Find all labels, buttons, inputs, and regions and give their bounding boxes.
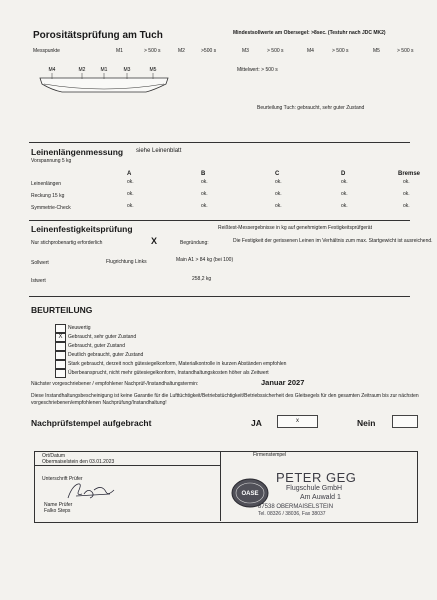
stamp-company: PETER GEG xyxy=(276,470,357,485)
sollwert-value: Main A1 > 84 kg (bei 100) xyxy=(176,257,234,263)
diagram-label-m4: M4 xyxy=(48,67,56,73)
section-divider xyxy=(29,142,410,143)
stamp-sub: Flugschule GmbH xyxy=(286,485,343,492)
canopy-diagram xyxy=(36,62,176,102)
row-label-reckung: Reckung 15 kg xyxy=(31,193,65,199)
section-divider xyxy=(29,296,410,297)
cell-leinenlaengen-a: ok. xyxy=(127,179,134,185)
col-c-header: C xyxy=(275,171,280,177)
assessment-checkbox-gut[interactable] xyxy=(55,342,66,351)
name-pruefer-label: Name Prüfer xyxy=(44,502,73,508)
sollwert-label: Sollwert xyxy=(31,260,49,266)
ort-datum-label: Ort/Datum xyxy=(42,453,66,459)
cell-reckung-c: ok. xyxy=(275,191,282,197)
next-date-value: Januar 2027 xyxy=(261,378,305,387)
cell-reckung-bremse: ok. xyxy=(403,191,410,197)
measure-value-m4: > 500 s xyxy=(332,48,349,54)
measure-label-m1: M1 xyxy=(116,48,123,54)
col-b-header: B xyxy=(201,171,206,177)
stamp-street: Am Auwald 1 xyxy=(300,494,341,501)
reissmesser-note: Reißtest-Messergebnisse in kg auf genehmigtem Festigkeitsprüfgerät xyxy=(218,225,372,231)
cell-symmetrie-b: ok. xyxy=(201,203,208,209)
measure-label-m5: M5 xyxy=(373,48,380,54)
nein-checkbox[interactable] xyxy=(392,415,418,428)
cell-symmetrie-a: ok. xyxy=(127,203,134,209)
cell-reckung-a: ok. xyxy=(127,191,134,197)
diagram-label-m5: M5 xyxy=(149,67,157,73)
cell-leinenlaengen-bremse: ok. xyxy=(403,179,410,185)
diagram-label-m1: M1 xyxy=(100,67,108,73)
assessment-option-neuwertig: Neuwertig xyxy=(68,325,91,331)
assessment-checkbox-ueberbeansprucht[interactable] xyxy=(55,369,66,378)
col-a-header: A xyxy=(127,171,132,177)
messpunkte-label: Messpunkte xyxy=(33,48,60,54)
stempel-label: Nachprüfstempel aufgebracht xyxy=(31,418,152,428)
col-bremse-header: Bremse xyxy=(398,171,421,177)
assessment-option-sehr-gut: Gebraucht, sehr guter Zustand xyxy=(68,334,137,340)
unterschrift-label: Unterschrift Prüfer xyxy=(42,476,83,482)
leinenlaenge-title-suffix: siehe Leinenblatt xyxy=(136,148,182,154)
measure-value-m5: > 500 s xyxy=(397,48,414,54)
begruendung-label: Begründung: xyxy=(180,240,209,246)
vorspannung: Vorspannung 5 kg xyxy=(31,158,72,164)
ja-checkbox[interactable]: x xyxy=(277,415,318,428)
stamp-tel: Tel. 08326 / 38036, Fax 38037 xyxy=(258,511,326,517)
cell-symmetrie-bremse: ok. xyxy=(403,203,410,209)
assessment-option-stark: Stark gebraucht, derzeit noch gütesiegelkonform, Materialkontrolle in kurzen Abständen empfohlen xyxy=(68,361,287,367)
beurteilung-title: BEURTEILUNG xyxy=(31,305,93,315)
section-divider xyxy=(29,220,410,221)
assessment-checkbox-sehr-gut[interactable]: X xyxy=(55,333,66,342)
disclaimer: Diese Instandhaltungsbescheinigung ist keine Garantie für die Lufttüchtigkeit/Betriebstüchtigkeit/Betriebssicherheit des Gleitsegels für den gesamten Zeitraum bis zur nächsten vorgeschriebenen/empfohlenen Nachprüfung/Instandhaltung! xyxy=(31,393,419,406)
stamp-city: 87538 OBERMAISELSTEIN xyxy=(258,504,334,510)
name-pruefer-value: Falko Steps xyxy=(44,508,71,514)
assessment-checkbox-stark[interactable] xyxy=(55,360,66,369)
nein-label: Nein xyxy=(357,418,376,428)
diagram-label-m2: M2 xyxy=(78,67,86,73)
cell-symmetrie-d: ok. xyxy=(341,203,348,209)
begruendung-text: Die Festigkeit der gerissenen Leinen im Verhältnis zum max. Startgewicht ist ausreichend. xyxy=(233,238,433,244)
istwert-label: Istwert xyxy=(31,278,46,284)
cell-leinenlaengen-d: ok. xyxy=(341,179,348,185)
cell-leinenlaengen-c: ok. xyxy=(275,179,282,185)
measure-label-m3: M3 xyxy=(242,48,249,54)
cell-reckung-d: ok. xyxy=(341,191,348,197)
svg-text:OASE: OASE xyxy=(241,491,259,497)
next-date-label: Nächster vorgeschriebener / empfohlener Nachprüf-/Instandhaltungstermin: xyxy=(31,381,199,387)
festigkeit-title: Leinenfestigkeitsprüfung xyxy=(31,224,133,234)
leinenlaenge-title: Leinenlängenmessung xyxy=(31,147,124,157)
row-label-leinenlaengen: Leinenlängen xyxy=(31,181,62,187)
flugrichtung: Flugrichtung Links xyxy=(106,259,147,265)
cell-symmetrie-c: ok. xyxy=(275,203,282,209)
assessment-option-ueberbeansprucht: Überbeansprucht, nicht mehr gütesiegelkonform, Instandhaltungskosten höher als Zeitwert xyxy=(68,370,269,376)
firmenstempel-label: Firmenstempel xyxy=(253,452,287,458)
signature-scribble xyxy=(62,480,122,504)
row-label-symmetrie: Symmetrie-Check xyxy=(31,205,71,211)
measure-value-m3: > 500 s xyxy=(267,48,284,54)
istwert-value: 258,2 kg xyxy=(192,276,212,282)
ja-label: JA xyxy=(251,418,262,428)
stichprobe-mark: X xyxy=(151,236,158,246)
cell-leinenlaengen-b: ok. xyxy=(201,179,208,185)
stichprobe-label: Nur stichprobenartig erforderlich xyxy=(31,240,103,246)
cell-reckung-b: ok. xyxy=(201,191,208,197)
diagram-label-m3: M3 xyxy=(123,67,131,73)
tuch-beurteilung: Beurteilung Tuch: gebraucht, sehr guter Zustand xyxy=(257,105,365,111)
measure-label-m2: M2 xyxy=(178,48,185,54)
min-values-label: Mindestsollwerte am Obersegel: >8sec. (Testuhr nach JDC MK2) xyxy=(233,30,386,36)
measure-value-m2: >500 s xyxy=(201,48,217,54)
mittelwert: Mittelwert: > 500 s xyxy=(237,67,278,73)
assessment-option-gut: Gebraucht, guter Zustand xyxy=(68,343,125,349)
porositaet-title: Porositätsprüfung am Tuch xyxy=(33,30,163,41)
assessment-option-deutlich: Deutlich gebraucht, guter Zustand xyxy=(68,352,144,358)
measure-value-m1: > 500 s xyxy=(144,48,161,54)
ort-datum-value: Obermaiselstein den 03.01.2023 xyxy=(42,459,115,465)
measure-label-m4: M4 xyxy=(307,48,314,54)
assessment-checkbox-deutlich[interactable] xyxy=(55,351,66,360)
assessment-checkbox-neuwertig[interactable] xyxy=(55,324,66,333)
col-d-header: D xyxy=(341,171,346,177)
